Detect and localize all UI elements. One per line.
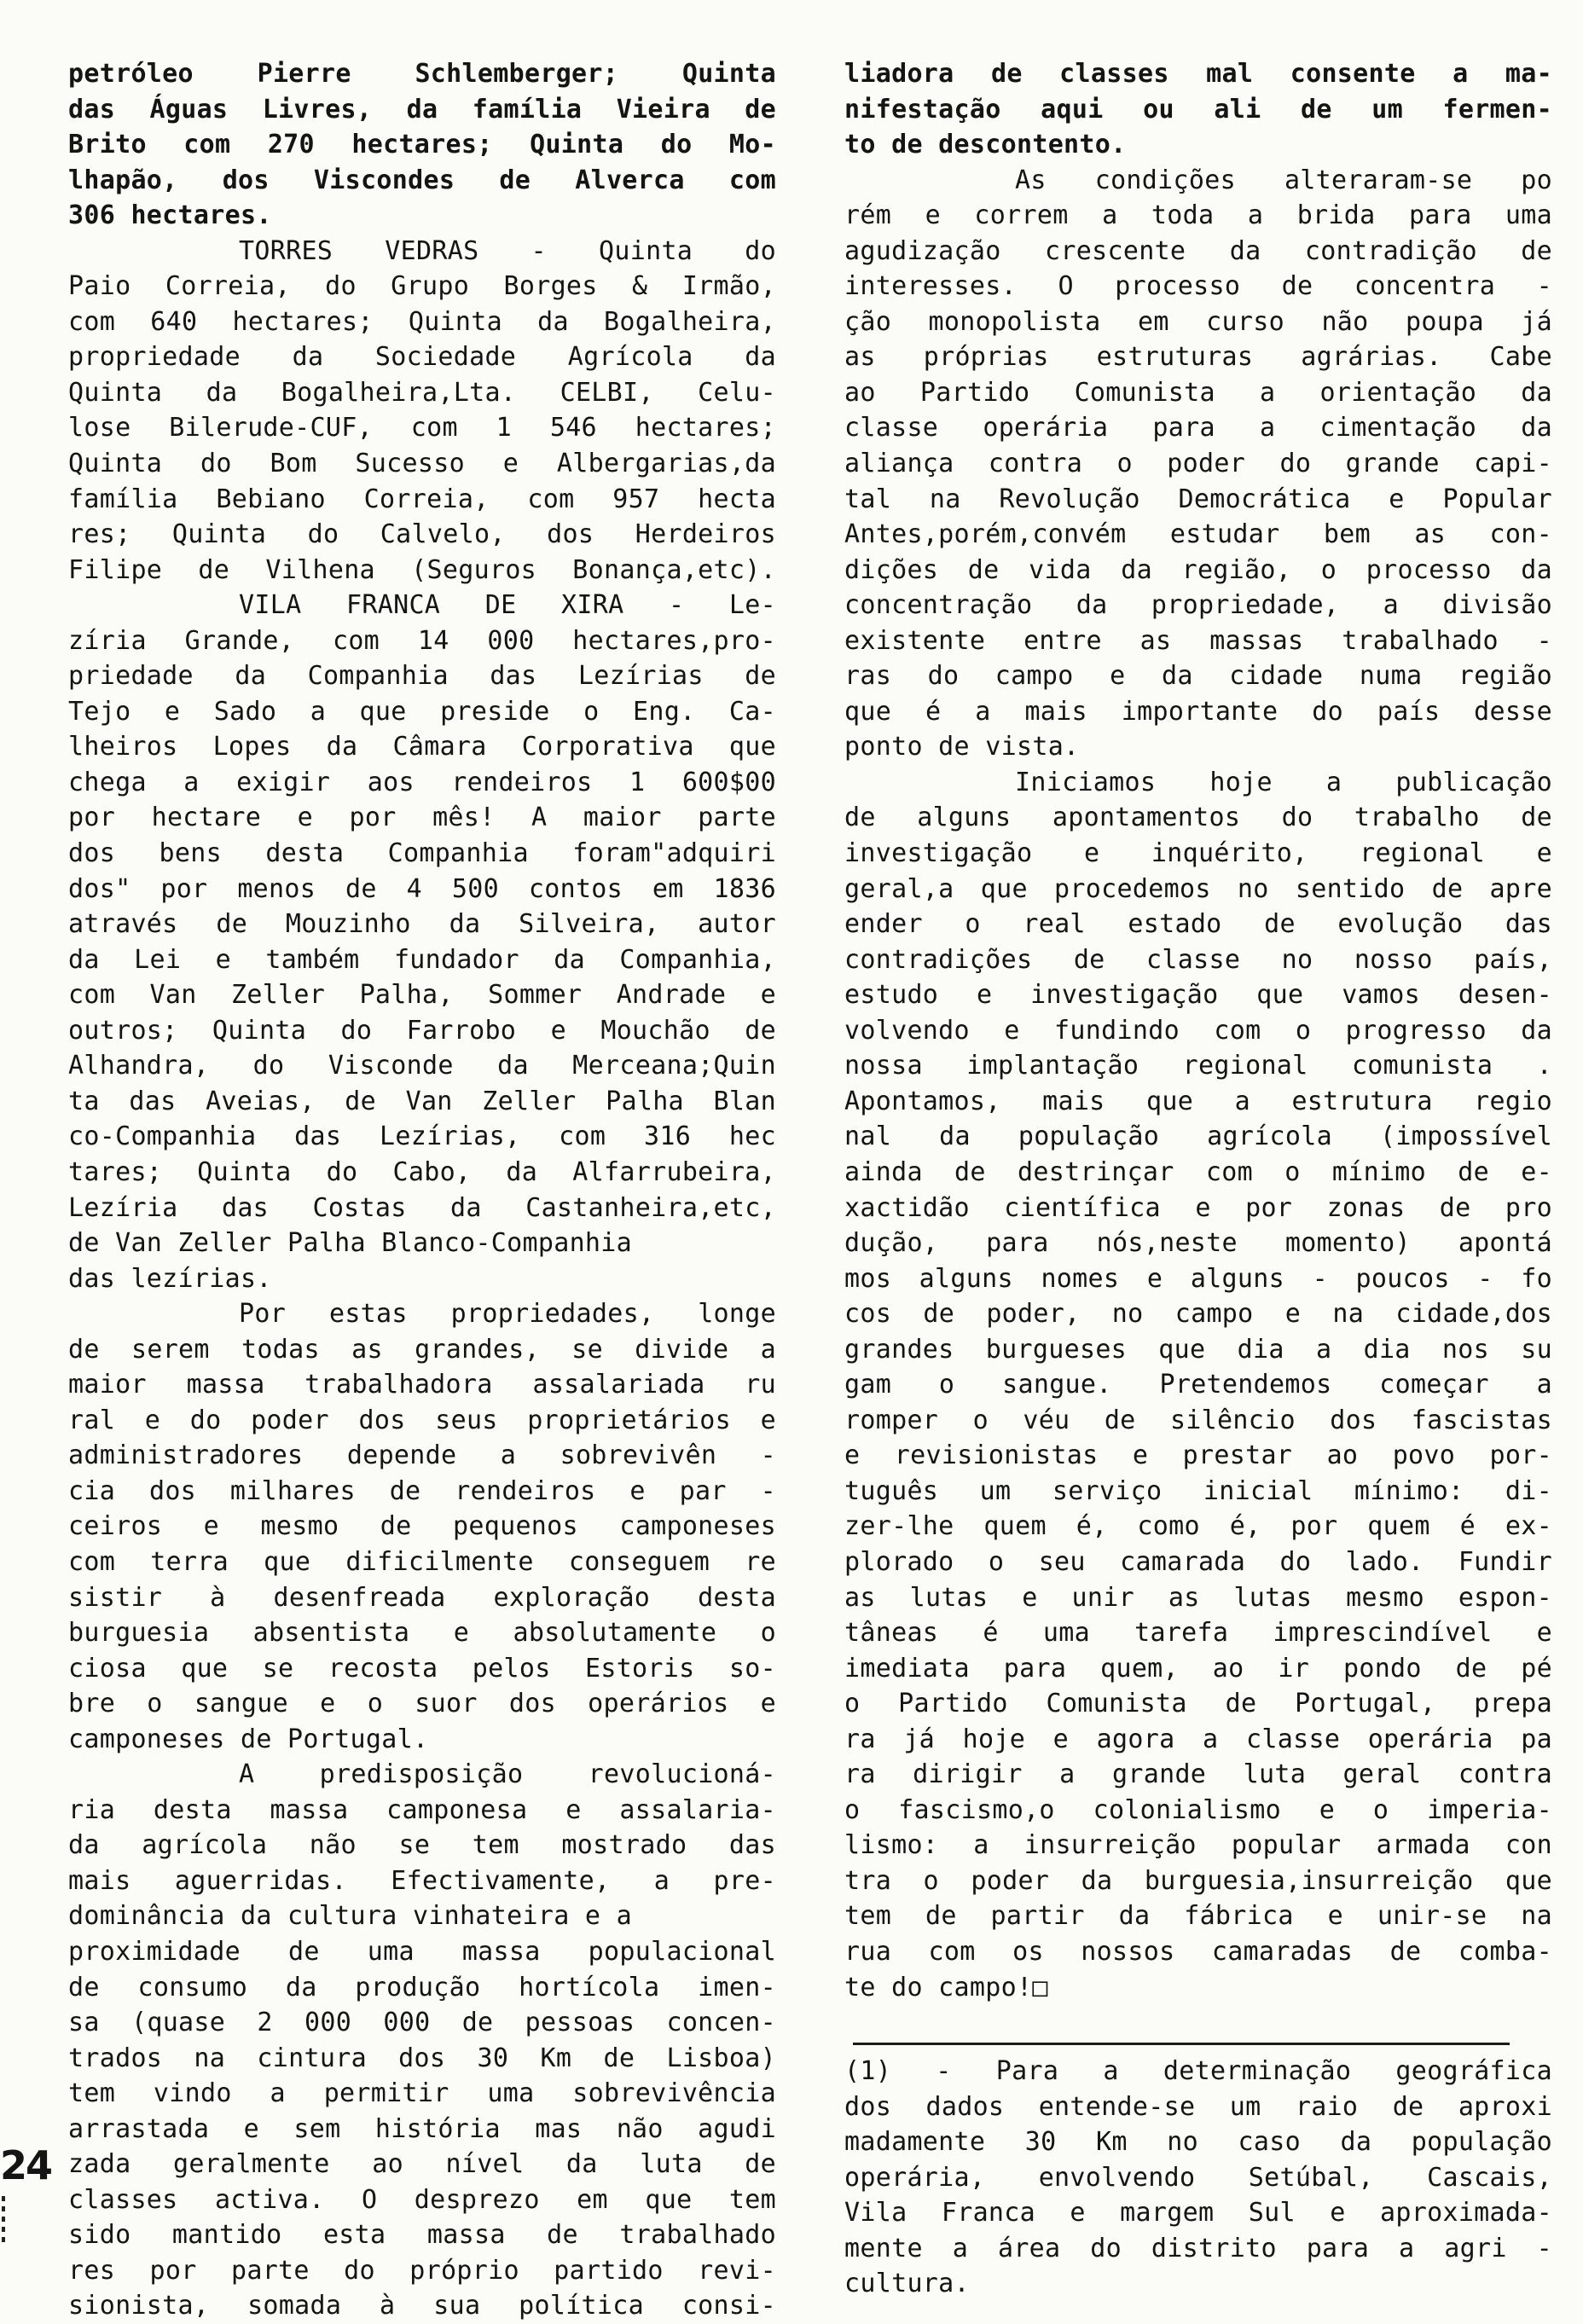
- left-column: [68, 56, 776, 2324]
- right_column-line: to de descontento.: [844, 130, 1127, 160]
- right_column-line: tal na Revolução Democrática e Popular: [844, 484, 1552, 514]
- right_column-line: tem de partir da fábrica e unir-se na: [844, 1901, 1552, 1932]
- right_column-line: liadora de classes mal consente a ma-: [844, 59, 1552, 89]
- right_column-line: investigação e inquérito, regional e: [844, 838, 1552, 869]
- left_column-line: família Bebiano Correia, com 957 hecta: [68, 484, 776, 514]
- left_column-line: Filipe de Vilhena (Seguros Bonança,etc).: [68, 554, 776, 585]
- left_column-line: A predisposição revolucioná-: [239, 1759, 776, 1790]
- left_column-line: ral e do poder dos seus proprietários e: [68, 1405, 776, 1435]
- right_column-line: cos de poder, no campo e na cidade,dos: [844, 1299, 1552, 1330]
- left_column-line: Quinta da Bogalheira,Lta. CELBI, Celu-: [68, 377, 776, 408]
- right_column-line: ainda de destrinçar com o mínimo de e-: [844, 1156, 1552, 1187]
- right_column-line: existente entre as massas trabalhado -: [844, 625, 1552, 656]
- left_column-line: petróleo Pierre Schlemberger; Quinta: [68, 59, 776, 89]
- left_column-line: classes activa. O desprezo em que tem: [68, 2184, 776, 2215]
- right_column-line: o Partido Comunista de Portugal, prepa: [844, 1689, 1552, 1719]
- footnote: [844, 2054, 1552, 2302]
- right_column-line: estudo e investigação que vamos desen-: [844, 980, 1552, 1011]
- footnote-line: cultura.: [844, 2269, 970, 2299]
- right_column-line: plorado o seu camarada do lado. Fundir: [844, 1546, 1552, 1577]
- footnote-line: operária, envolvendo Setúbal, Cascais,: [844, 2162, 1552, 2193]
- footnote-line: madamente 30 Km no caso da população: [844, 2127, 1552, 2158]
- left_column-line: de serem todas as grandes, se divide a: [68, 1334, 776, 1365]
- right_column-line: ção monopolista em curso não poupa já: [844, 306, 1552, 337]
- left_column-line: lhapão, dos Viscondes de Alverca com: [68, 165, 776, 195]
- left_column-line: sionista, somada à sua política consi-: [68, 2291, 776, 2321]
- left_column-line: sa (quase 2 000 000 de pessoas concen-: [68, 2008, 776, 2038]
- left_column-line: bre o sangue e o suor dos operários e: [68, 1689, 776, 1719]
- footnote-rule: [853, 2043, 1510, 2045]
- left_column-line: burguesia absentista e absolutamente o: [68, 1618, 776, 1649]
- left_column-line: chega a exigir aos rendeiros 1 600$00: [68, 767, 776, 797]
- right_column-line: aliança contra o poder do grande capi-: [844, 449, 1552, 479]
- right_column-line: xactidão científica e por zonas de pro: [844, 1192, 1552, 1223]
- left_column-line: lose Bilerude-CUF, com 1 546 hectares;: [68, 413, 776, 443]
- footnote-line: Vila Franca e margem Sul e aproximada-: [844, 2198, 1552, 2228]
- right_column-line: romper o véu de silêncio dos fascistas: [844, 1405, 1552, 1435]
- right_column-line: e revisionistas e prestar ao povo por-: [844, 1440, 1552, 1471]
- left_column-line: dominância da cultura vinhateira e a: [68, 1901, 633, 1932]
- right_column-line: concentração da propriedade, a divisão: [844, 590, 1552, 621]
- left_column-line: trados na cintura dos 30 Km de Lisboa): [68, 2043, 776, 2073]
- right_column-line: zer-lhe quem é, como é, por quem é ex-: [844, 1511, 1552, 1542]
- left_column-line: cia dos milhares de rendeiros e par -: [68, 1475, 776, 1506]
- left_column-line: co-Companhia das Lezírias, com 316 hec: [68, 1121, 776, 1152]
- left_column-line: maior massa trabalhadora assalariada ru: [68, 1370, 776, 1400]
- right_column-line: volvendo e fundindo com o progresso da: [844, 1015, 1552, 1046]
- right_column-line: nossa implantação regional comunista .: [844, 1051, 1552, 1081]
- left_column-line: proximidade de uma massa populacional: [68, 1936, 776, 1967]
- right_column-line: Apontamos, mais que a estrutura regio: [844, 1086, 1552, 1116]
- right_column-line: Antes,porém,convém estudar bem as con-: [844, 519, 1552, 550]
- right_column-line: dução, para nós,neste momento) apontá: [844, 1228, 1552, 1259]
- left_column-line: mais aguerridas. Efectivamente, a pre-: [68, 1865, 776, 1896]
- footnote-line: mente a área do distrito para a agri -: [844, 2233, 1552, 2263]
- right_column-line: rém e correm a toda a brida para uma: [844, 200, 1552, 231]
- left_column-line: com terra que dificilmente conseguem re: [68, 1546, 776, 1577]
- right-column: [844, 56, 1552, 2302]
- right_column-line: nal da população agrícola (impossível: [844, 1121, 1552, 1152]
- right_column-line: tuguês um serviço inicial mínimo: di-: [844, 1475, 1552, 1506]
- right_column-line: rua com os nossos camaradas de comba-: [844, 1936, 1552, 1967]
- left_column-line: sido mantido esta massa de trabalhado: [68, 2220, 776, 2251]
- left_column-line: das Águas Livres, da família Vieira de: [68, 94, 776, 125]
- left_column-line: ceiros e mesmo de pequenos camponeses: [68, 1511, 776, 1542]
- left_column-line: arrastada e sem história mas não agudi: [68, 2113, 776, 2144]
- right_column-line: mos alguns nomes e alguns - poucos - fo: [844, 1263, 1552, 1294]
- right_column-line: contradições de classe no nosso país,: [844, 944, 1552, 975]
- right_column-line: que é a mais importante do país desse: [844, 696, 1552, 727]
- left_column-line: Paio Correia, do Grupo Borges & Irmão,: [68, 271, 776, 302]
- right_column-line: gam o sangue. Pretendemos começar a: [844, 1370, 1552, 1400]
- right_column-line: grandes burgueses que dia a dia nos su: [844, 1334, 1552, 1365]
- left_column-line: camponeses de Portugal.: [68, 1724, 429, 1754]
- right_column-line: interesses. O processo de concentra -: [844, 271, 1552, 302]
- left_column-line: de Van Zeller Palha Blanco-Companhia: [68, 1228, 633, 1259]
- right_column-line: nifestação aqui ou ali de um fermen-: [844, 94, 1552, 125]
- left_column-line: da Lei e também fundador da Companhia,: [68, 944, 776, 975]
- left_column-line: Quinta do Bom Sucesso e Albergarias,da: [68, 449, 776, 479]
- left_column-line: propriedade da Sociedade Agrícola da: [68, 342, 776, 373]
- right_column-line: ras do campo e da cidade numa região: [844, 661, 1552, 692]
- right_column-line: as próprias estruturas agrárias. Cabe: [844, 342, 1552, 373]
- left_column-line: das lezírias.: [68, 1263, 272, 1294]
- right_column-line: ra dirigir a grande luta geral contra: [844, 1759, 1552, 1790]
- right_column-line: lismo: a insurreição popular armada con: [844, 1830, 1552, 1861]
- scan-edge-mark: [2, 2196, 5, 2243]
- left_column-line: res por parte do próprio partido revi-: [68, 2255, 776, 2286]
- footnote-line: (1) - Para a determinação geográfica: [844, 2056, 1552, 2087]
- right_column-line: as lutas e unir as lutas mesmo espon-: [844, 1582, 1552, 1613]
- page-number: 24: [0, 2142, 52, 2188]
- right_column-line: ao Partido Comunista a orientação da: [844, 377, 1552, 408]
- left_column-line: ria desta massa camponesa e assalaria-: [68, 1794, 776, 1825]
- left_column-line: 306 hectares.: [68, 200, 272, 231]
- left_column-line: através de Mouzinho da Silveira, autor: [68, 909, 776, 940]
- left_column-line: priedade da Companhia das Lezírias de: [68, 661, 776, 692]
- left_column-line: Por estas propriedades, longe: [239, 1299, 776, 1330]
- right_column-line: Iniciamos hoje a publicação: [1015, 767, 1552, 797]
- right_column-line: geral,a que procedemos no sentido de apre: [844, 873, 1552, 904]
- left_column-line: lheiros Lopes da Câmara Corporativa que: [68, 732, 776, 762]
- left_column-line: com 640 hectares; Quinta da Bogalheira,: [68, 306, 776, 337]
- right_column-line: o fascismo,o colonialismo e o imperia-: [844, 1794, 1552, 1825]
- left_column-line: dos" por menos de 4 500 contos em 1836: [68, 873, 776, 904]
- right-column-body: [844, 56, 1552, 2005]
- right_column-line: classe operária para a cimentação da: [844, 413, 1552, 443]
- right_column-line: tâneas é uma tarefa imprescindível e: [844, 1618, 1552, 1649]
- left_column-line: sistir à desenfreada exploração desta: [68, 1582, 776, 1613]
- left_column-line: por hectare e por mês! A maior parte: [68, 803, 776, 833]
- left_column-line: com Van Zeller Palha, Sommer Andrade e: [68, 980, 776, 1011]
- left_column-line: tem vindo a permitir uma sobrevivência: [68, 2078, 776, 2109]
- left_column-line: da agrícola não se tem mostrado das: [68, 1830, 776, 1861]
- right_column-line: ponto de vista.: [844, 732, 1080, 762]
- left_column-line: de consumo da produção hortícola imen-: [68, 1972, 776, 2002]
- right_column-line: ra já hoje e agora a classe operária pa: [844, 1724, 1552, 1754]
- right_column-line: dições de vida da região, o processo da: [844, 554, 1552, 585]
- left_column-line: ciosa que se recosta pelos Estoris so-: [68, 1653, 776, 1684]
- right_column-line: de alguns apontamentos do trabalho de: [844, 803, 1552, 833]
- left_column-line: VILA FRANCA DE XIRA - Le-: [239, 590, 776, 621]
- right_column-line: tra o poder da burguesia,insurreição que: [844, 1865, 1552, 1896]
- right_column-line: imediata para quem, ao ir pondo de pé: [844, 1653, 1552, 1684]
- left_column-line: dos bens desta Companhia foram"adquiri: [68, 838, 776, 869]
- left_column-line: TORRES VEDRAS - Quinta do: [239, 235, 776, 266]
- left_column-line: res; Quinta do Calvelo, dos Herdeiros: [68, 519, 776, 550]
- right_column-line: te do campo!□: [844, 1972, 1048, 2002]
- left_column-line: zíria Grande, com 14 000 hectares,pro-: [68, 625, 776, 656]
- left_column-line: tares; Quinta do Cabo, da Alfarrubeira,: [68, 1156, 776, 1187]
- right_column-line: ender o real estado de evolução das: [844, 909, 1552, 940]
- left_column-line: Alhandra, do Visconde da Merceana;Quin: [68, 1051, 776, 1081]
- left_column-line: Tejo e Sado a que preside o Eng. Ca-: [68, 696, 776, 727]
- left_column-line: outros; Quinta do Farrobo e Mouchão de: [68, 1015, 776, 1046]
- left_column-line: Brito com 270 hectares; Quinta do Mo-: [68, 130, 776, 160]
- right_column-line: As condições alteraram-se po: [1015, 165, 1552, 195]
- left_column-line: ta das Aveias, de Van Zeller Palha Blan: [68, 1086, 776, 1116]
- left_column-line: zada geralmente ao nível da luta de: [68, 2149, 776, 2180]
- footnote-line: dos dados entende-se um raio de aproxi: [844, 2091, 1552, 2122]
- left_column-line: Lezíria das Costas da Castanheira,etc,: [68, 1192, 776, 1223]
- right_column-line: agudização crescente da contradição de: [844, 235, 1552, 266]
- left_column-line: administradores depende a sobrevivên -: [68, 1440, 776, 1471]
